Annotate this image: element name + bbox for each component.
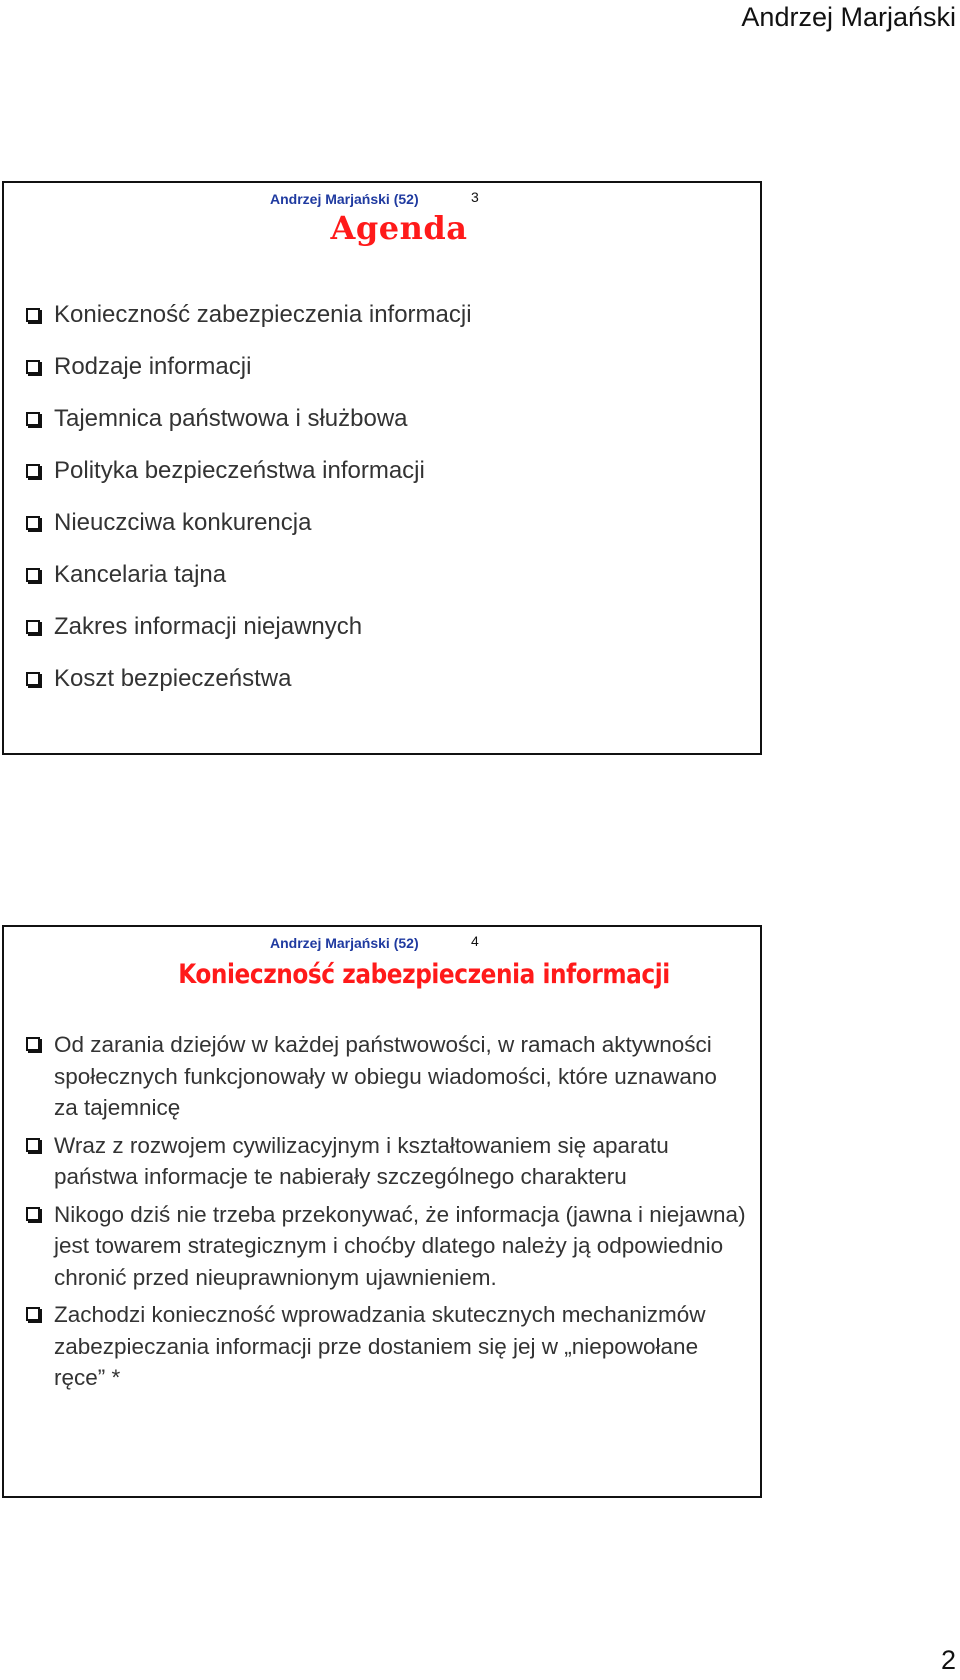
list-item <box>26 341 472 393</box>
list-item-text: Tajemnica państwowa i służbowa <box>54 405 408 432</box>
list-item <box>26 1029 746 1124</box>
slide-title: Konieczność zabezpieczenia informacji <box>178 959 670 990</box>
list-item-text: Polityka bezpieczeństwa informacji <box>54 457 425 484</box>
checkbox-bullet-icon <box>26 464 40 478</box>
list-item-text: Nikogo dziś nie trzeba przekonywać, że informacja (jawna i niejawna) jest towarem strategicznym i choćby dlatego należy ją odpowiednio chronić przed nieuprawnionym ujawnieniem. <box>54 1201 746 1290</box>
bullet-list <box>26 1029 746 1400</box>
list-item-text: Zakres informacji niejawnych <box>54 613 363 640</box>
list-item <box>26 497 472 549</box>
slide-number: 4 <box>471 933 479 949</box>
checkbox-bullet-icon <box>26 1307 40 1321</box>
agenda-list <box>26 289 472 705</box>
slide-agenda <box>2 181 762 755</box>
slide-number: 3 <box>471 189 479 205</box>
checkbox-bullet-icon <box>26 672 40 686</box>
list-item-text: Rodzaje informacji <box>54 353 252 380</box>
list-item <box>26 601 472 653</box>
checkbox-bullet-icon <box>26 1207 40 1221</box>
checkbox-bullet-icon <box>26 568 40 582</box>
list-item-text: Koszt bezpieczeństwa <box>54 665 292 692</box>
checkbox-bullet-icon <box>26 308 40 322</box>
list-item <box>26 1199 746 1294</box>
slide-author: Andrzej Marjański (52) <box>270 935 419 951</box>
list-item <box>26 445 472 497</box>
slide-title: Agenda <box>330 209 468 247</box>
page-header-author: Andrzej Marjański <box>741 2 956 32</box>
list-item <box>26 289 472 341</box>
list-item-text: Konieczność zabezpieczenia informacji <box>54 301 472 328</box>
checkbox-bullet-icon <box>26 360 40 374</box>
page-number: 2 <box>940 1645 956 1675</box>
checkbox-bullet-icon <box>26 620 40 634</box>
list-item <box>26 549 472 601</box>
slide-koniecznosc <box>2 925 762 1498</box>
list-item <box>26 1130 746 1193</box>
checkbox-bullet-icon <box>26 1037 40 1051</box>
checkbox-bullet-icon <box>26 1138 40 1152</box>
list-item-text: Nieuczciwa konkurencja <box>54 509 312 536</box>
list-item <box>26 1299 746 1394</box>
checkbox-bullet-icon <box>26 516 40 530</box>
list-item <box>26 393 472 445</box>
list-item-text: Zachodzi konieczność wprowadzania skutecznych mechanizmów zabezpieczania informacji prze dostaniem się jej w „niepowołane ręce” * <box>54 1302 706 1390</box>
slide-author: Andrzej Marjański (52) <box>270 191 419 207</box>
list-item-text: Wraz z rozwojem cywilizacyjnym i kształtowaniem się aparatu państwa informacje te nabierały szczególnego charakteru <box>54 1132 669 1189</box>
list-item <box>26 653 472 705</box>
list-item-text: Kancelaria tajna <box>54 561 227 588</box>
list-item-text: Od zarania dziejów w każdej państwowości, w ramach aktywności społecznych funkcjonowały w obiegu wiadomości, które uznawano za tajemnicę <box>54 1032 717 1120</box>
checkbox-bullet-icon <box>26 412 40 426</box>
